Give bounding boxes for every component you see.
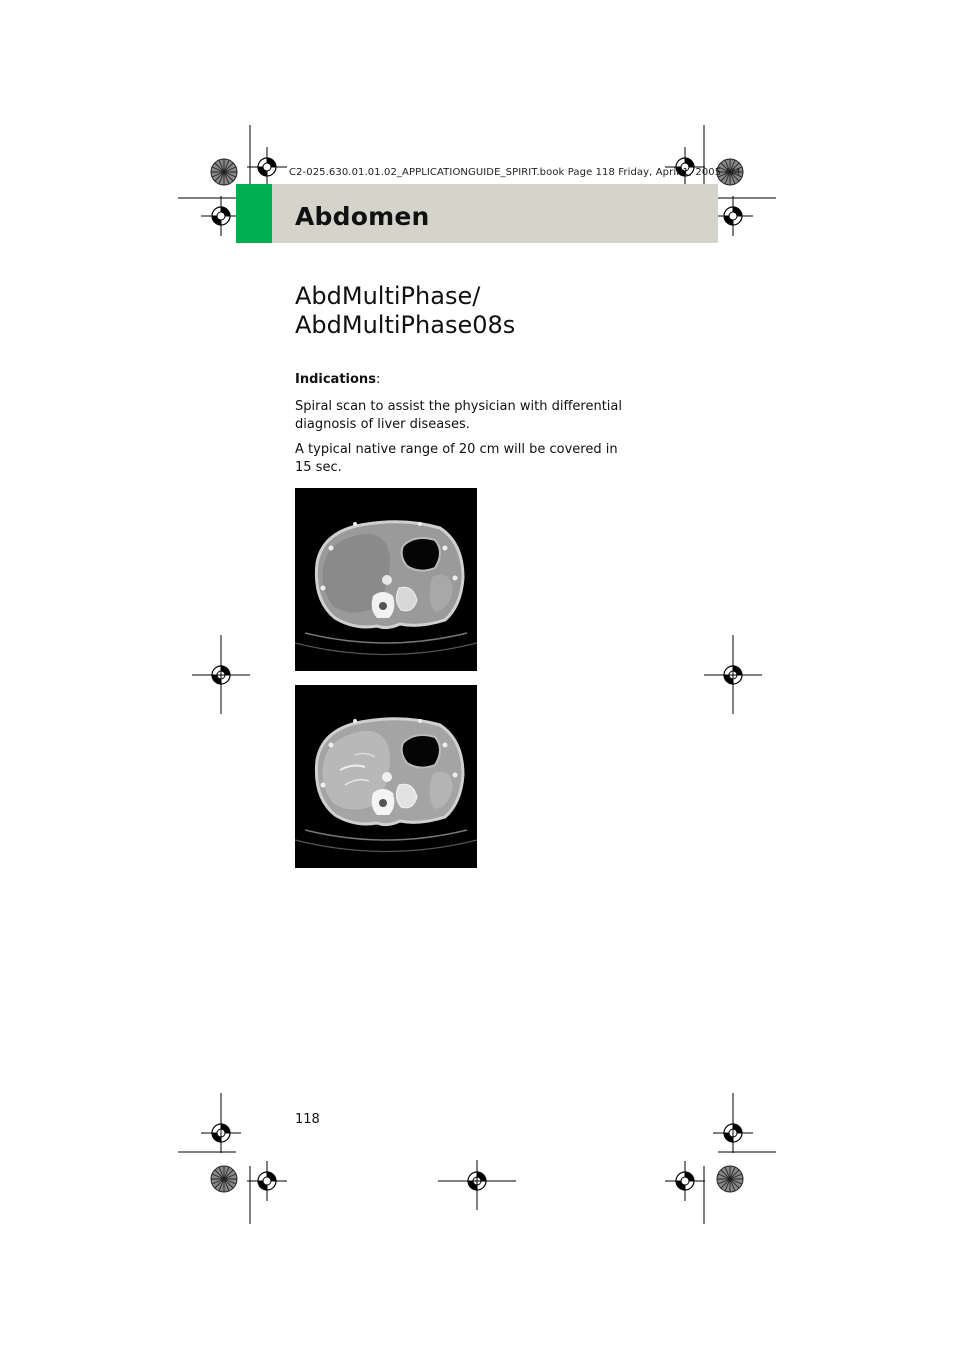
indications-label: Indications <box>295 372 376 387</box>
print-slug: C2-025.630.01.01.02_APPLICATIONGUIDE_SPIRIT.book Page 118 Friday, April 1, 2005 AM <box>289 167 741 178</box>
ct-scan-image-1 <box>295 488 477 671</box>
page-number: 118 <box>295 1112 320 1127</box>
ct-scan-image-2 <box>295 685 477 868</box>
protocol-title-line-1: AbdMultiPhase/ <box>295 282 481 310</box>
indications-paragraph-1: Spiral scan to assist the physician with differential diagnosis of liver diseases. <box>295 399 622 432</box>
protocol-title <box>295 282 655 340</box>
protocol-title-line-2: AbdMultiPhase08s <box>295 311 516 339</box>
indications-colon: : <box>375 372 381 387</box>
indications-heading <box>295 372 380 387</box>
section-accent-tab <box>236 184 272 243</box>
indications-paragraph-2: A typical native range of 20 cm will be covered in 15 sec. <box>295 442 618 475</box>
section-title: Abdomen <box>295 202 430 231</box>
